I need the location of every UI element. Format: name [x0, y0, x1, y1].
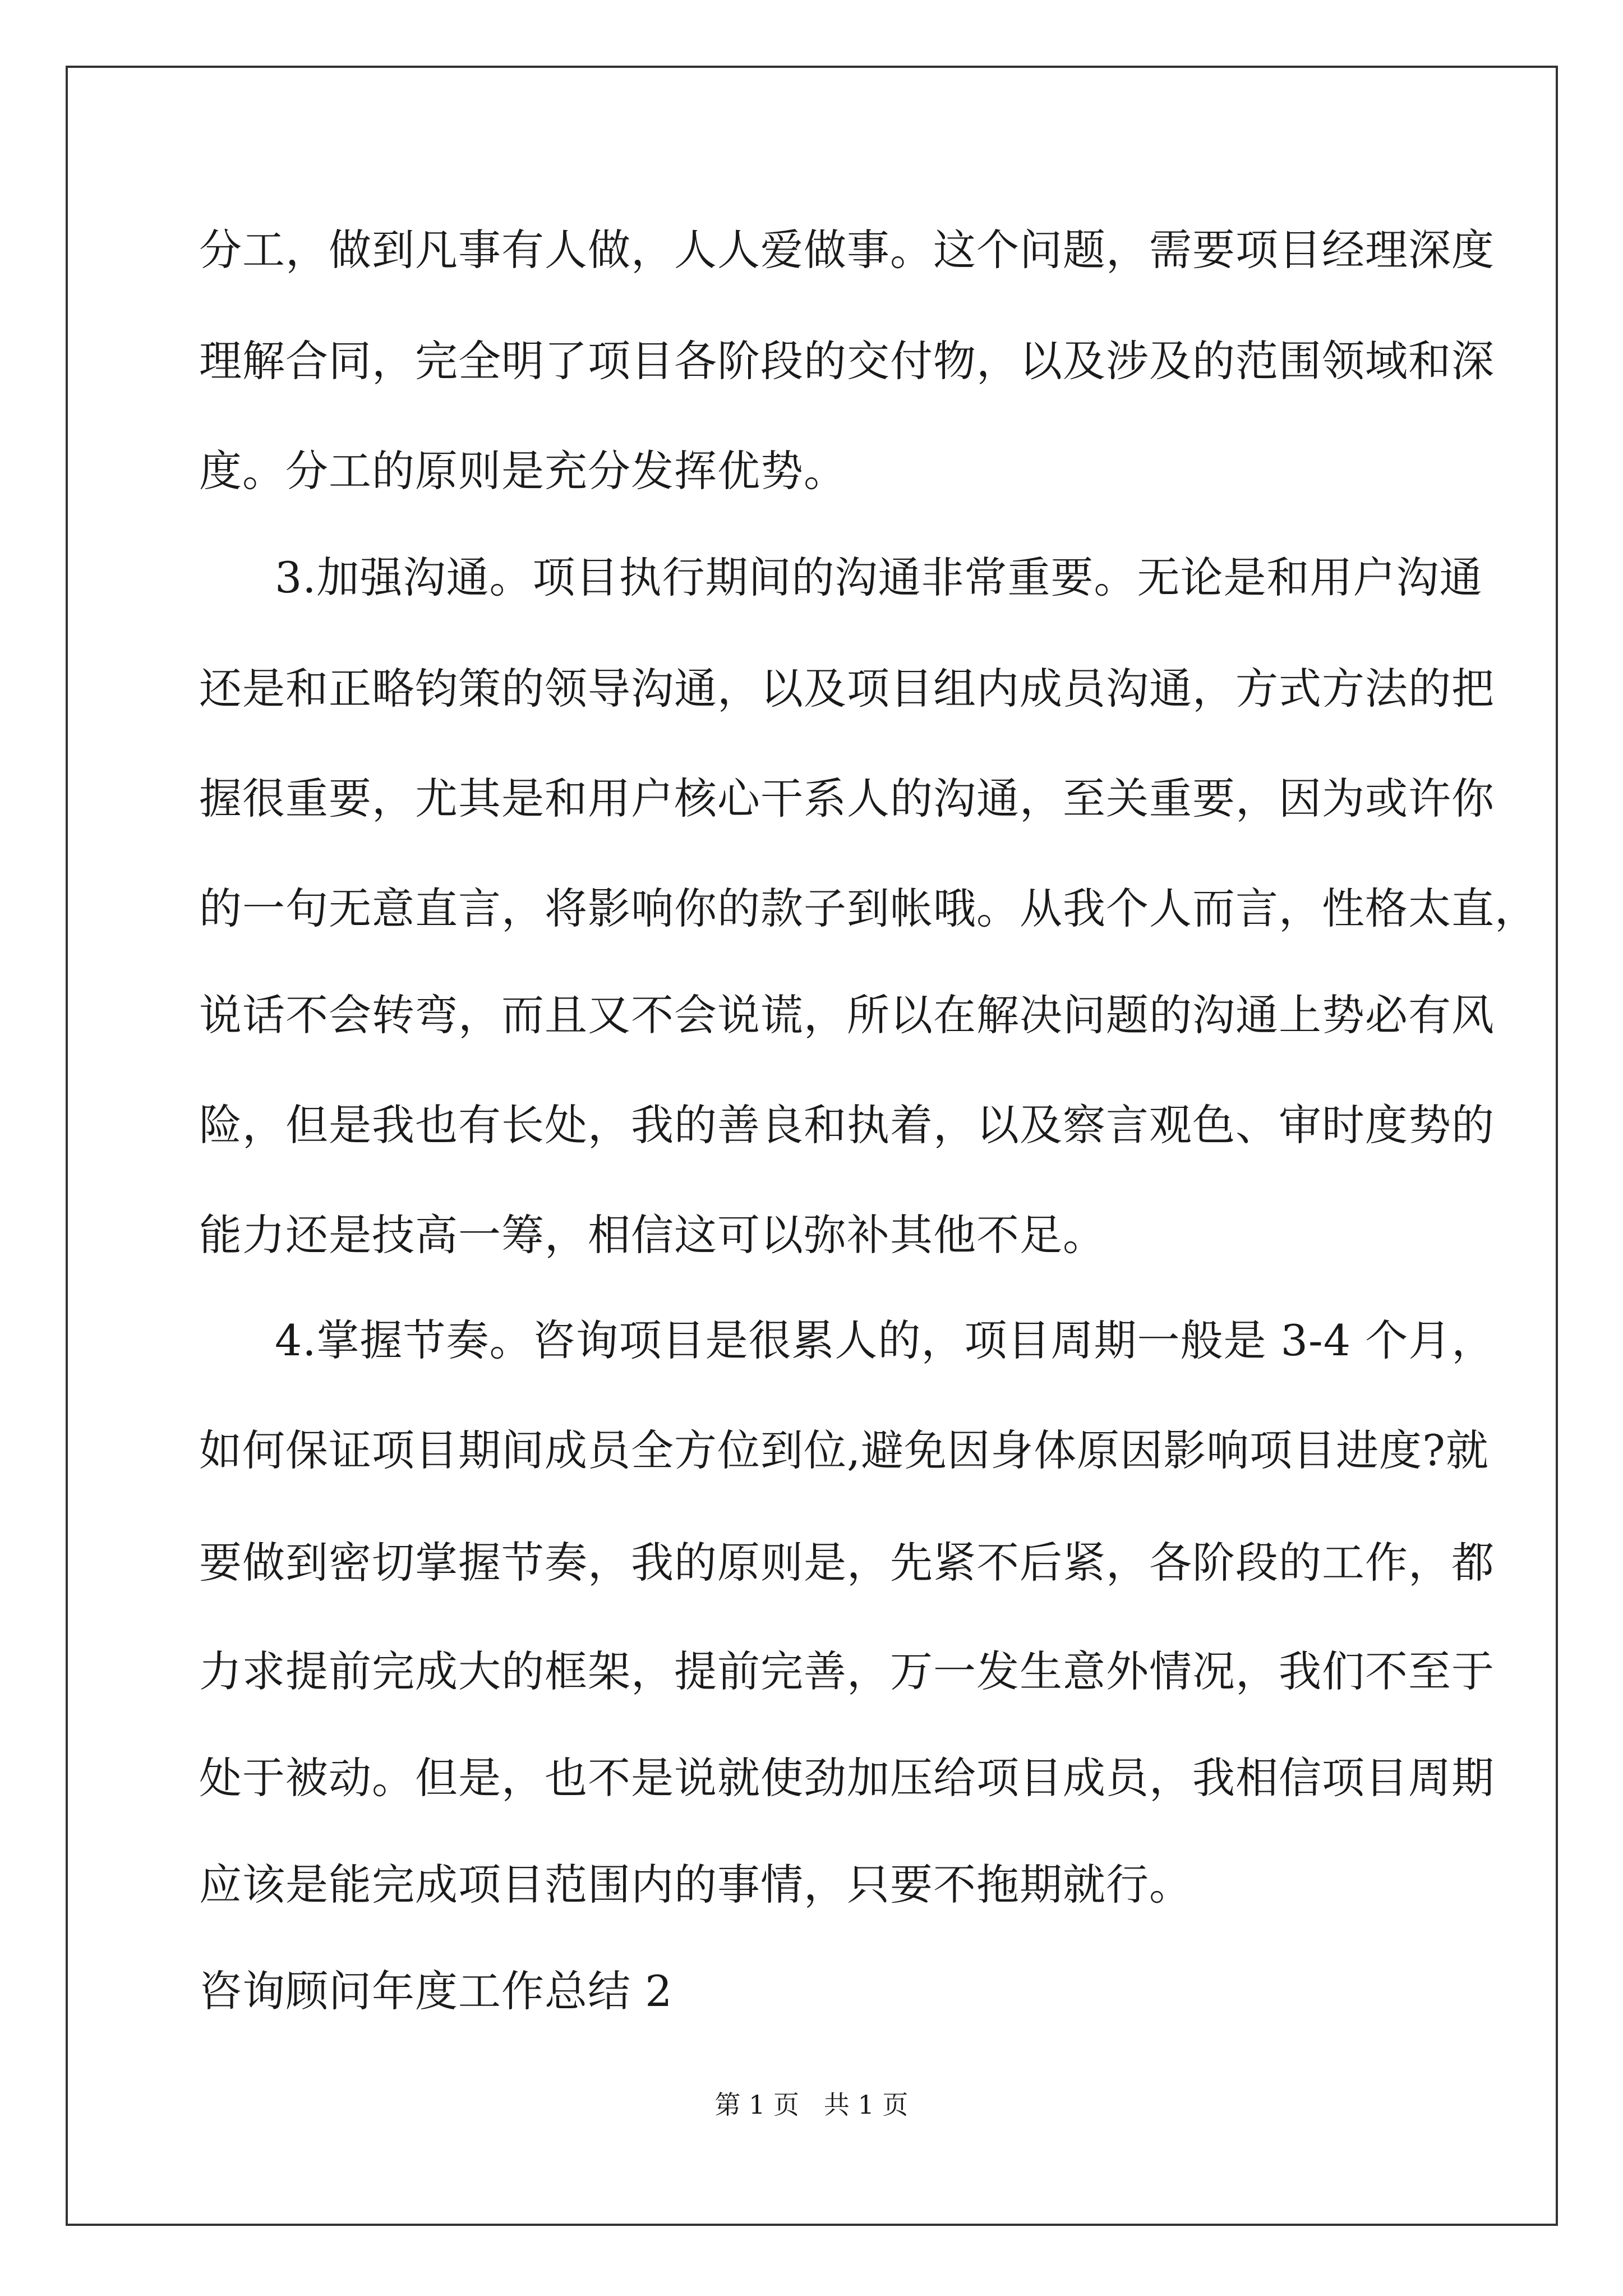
- paragraph-line: 4.掌握节奏。咨询项目是很累人的，项目周期一般是 3-4 个月，: [275, 1315, 1495, 1365]
- paragraph-line: 要做到密切掌握节奏，我的原则是，先紧不后紧，各阶段的工作，都: [199, 1538, 1495, 1588]
- paragraph-line: 应该是能完成项目范围内的事情，只要不拖期就行。: [199, 1860, 1192, 1910]
- page-footer: 第 1 页 共 1 页: [714, 2090, 909, 2120]
- paragraph-line: 理解合同，完全明了项目各阶段的交付物，以及涉及的范围领域和深: [199, 336, 1495, 386]
- paragraph-line: 3.加强沟通。项目执行期间的沟通非常重要。无论是和用户沟通: [275, 553, 1483, 602]
- paragraph-line: 如何保证项目期间成员全方位到位,避免因身体原因影响项目进度?就: [199, 1425, 1489, 1475]
- paragraph-line: 能力还是技高一筹，相信这可以弥补其他不足。: [199, 1210, 1106, 1260]
- paragraph-line: 的一句无意直言，将影响你的款子到帐哦。从我个人而言，性格太直，: [199, 884, 1538, 933]
- paragraph-line: 还是和正略钧策的领导沟通，以及项目组内成员沟通，方式方法的把: [199, 664, 1495, 714]
- paragraph-line: 握很重要，尤其是和用户核心干系人的沟通，至关重要，因为或许你: [199, 774, 1495, 823]
- paragraph-line: 说话不会转弯，而且又不会说谎，所以在解决问题的沟通上势必有风: [199, 990, 1495, 1040]
- paragraph-line: 力求提前完成大的框架，提前完善，万一发生意外情况，我们不至于: [199, 1646, 1495, 1696]
- paragraph-line: 分工，做到凡事有人做，人人爱做事。这个问题，需要项目经理深度: [199, 225, 1495, 275]
- section-heading: 咨询顾问年度工作总结 2: [199, 1966, 673, 2016]
- paragraph-line: 险，但是我也有长处，我的善良和执着，以及察言观色、审时度势的: [199, 1100, 1495, 1150]
- paragraph-line: 处于被动。但是，也不是说就使劲加压给项目成员，我相信项目周期: [199, 1753, 1495, 1803]
- paragraph-line: 度。分工的原则是充分发挥优势。: [199, 446, 847, 496]
